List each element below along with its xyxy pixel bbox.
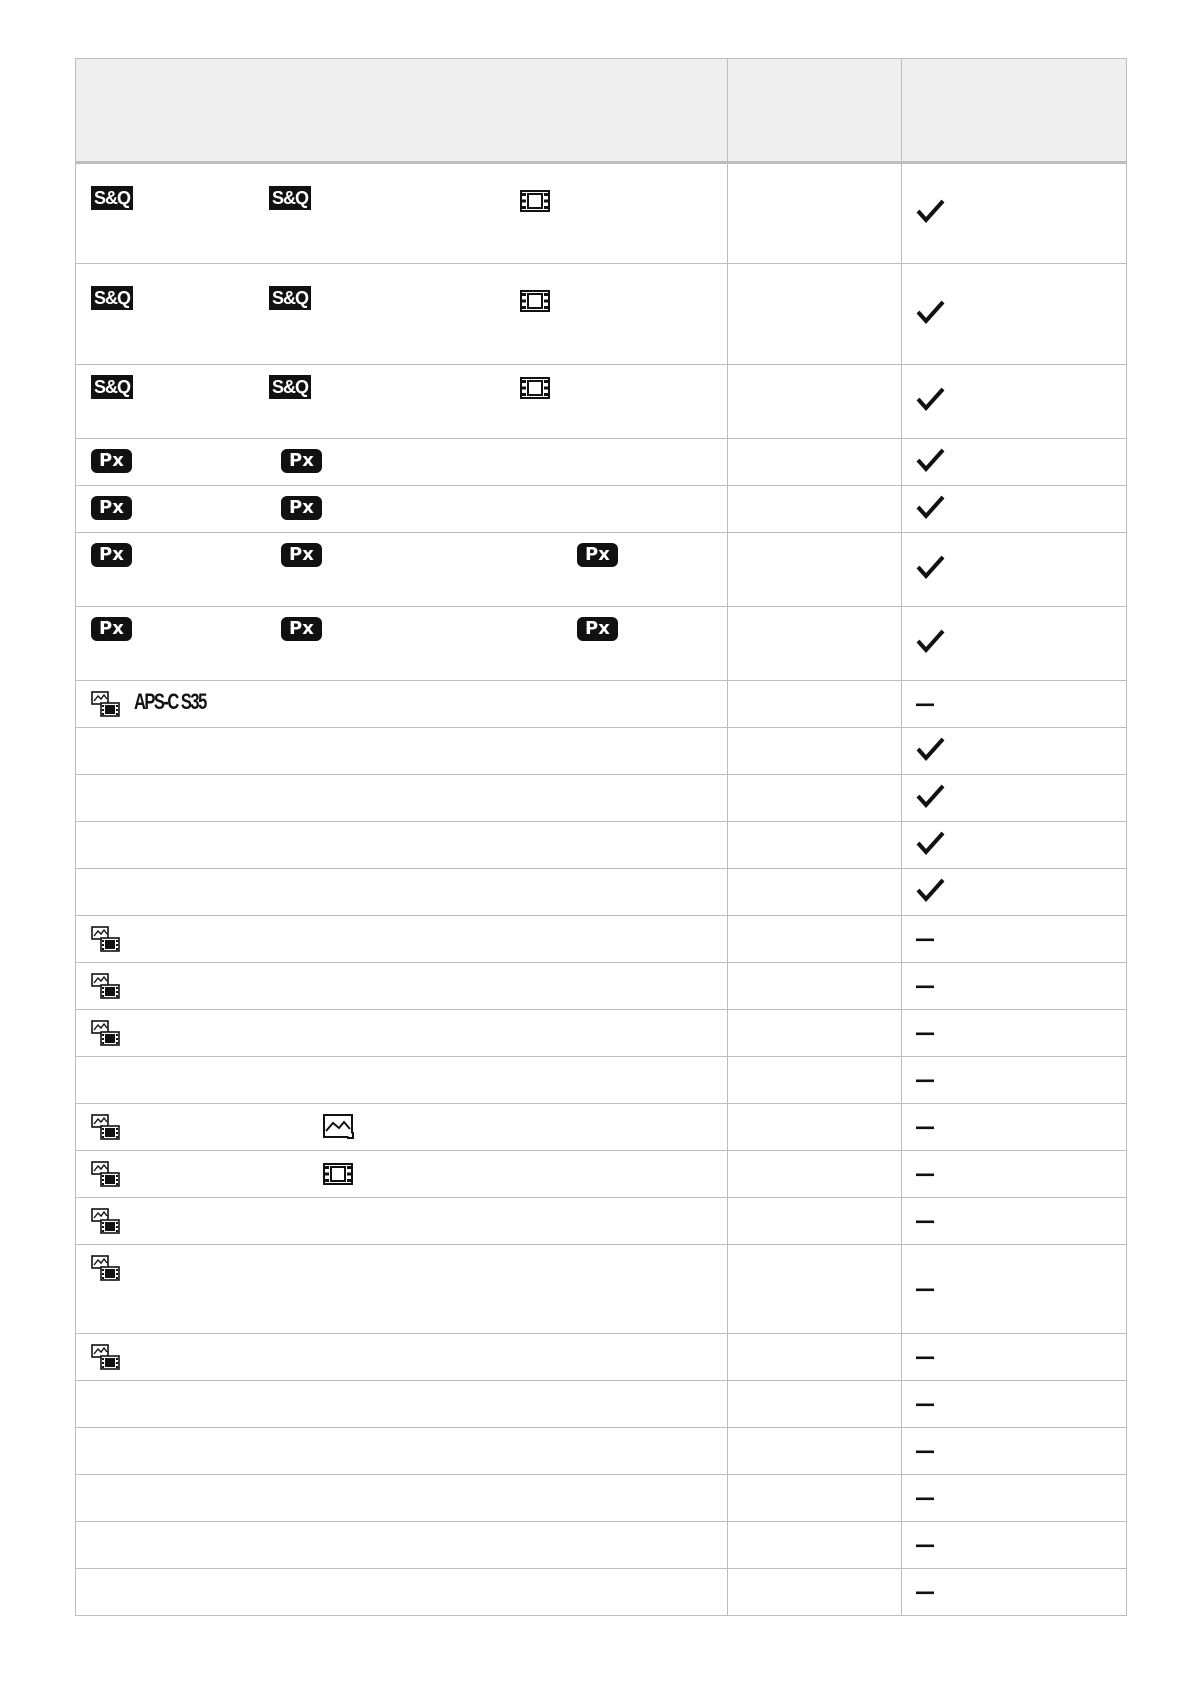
proxy-icon: Px	[281, 496, 322, 520]
availability-cell	[902, 963, 1127, 1010]
value-cell	[728, 822, 902, 869]
s-and-q-icon: S&Q	[269, 286, 311, 310]
still-image-icon	[323, 1114, 355, 1145]
table-row	[76, 163, 1127, 264]
table-row	[76, 365, 1127, 439]
value-cell	[728, 869, 902, 916]
table-row	[76, 681, 1127, 728]
check-icon	[916, 628, 946, 659]
table-row	[76, 1522, 1127, 1569]
still-movie-icon	[91, 1344, 121, 1375]
table-row	[76, 1334, 1127, 1381]
check-icon	[916, 783, 946, 814]
table-row	[76, 1381, 1127, 1428]
value-cell	[728, 1569, 902, 1616]
availability-cell	[902, 1522, 1127, 1569]
check-icon	[916, 494, 946, 525]
dash-icon	[916, 1118, 936, 1136]
value-cell	[728, 1334, 902, 1381]
check-icon	[916, 386, 946, 417]
feature-cell	[76, 1522, 728, 1569]
s-and-q-icon: S&Q	[269, 375, 311, 399]
availability-cell	[902, 1569, 1127, 1616]
availability-cell	[902, 365, 1127, 439]
value-cell	[728, 1057, 902, 1104]
feature-cell	[76, 1381, 728, 1428]
dash-icon	[916, 1489, 936, 1507]
value-cell	[728, 1428, 902, 1475]
still-movie-icon	[91, 1161, 121, 1192]
table-row	[76, 1010, 1127, 1057]
dash-icon	[916, 1583, 936, 1601]
table-row	[76, 1569, 1127, 1616]
availability-cell	[902, 822, 1127, 869]
feature-cell	[76, 1569, 728, 1616]
table-row	[76, 1057, 1127, 1104]
feature-cell	[76, 1475, 728, 1522]
value-cell	[728, 533, 902, 607]
table-row	[76, 822, 1127, 869]
feature-cell	[76, 439, 728, 486]
dash-icon	[916, 1280, 936, 1298]
proxy-icon: Px	[91, 543, 132, 567]
proxy-icon: Px	[91, 449, 132, 473]
table-row	[76, 1245, 1127, 1334]
still-movie-icon	[91, 691, 121, 722]
value-cell	[728, 1381, 902, 1428]
s-and-q-icon: S&Q	[91, 186, 133, 210]
dash-icon	[916, 1442, 936, 1460]
proxy-icon: Px	[91, 617, 132, 641]
table-body	[76, 163, 1127, 1616]
feature-cell	[76, 1428, 728, 1475]
movie-icon	[520, 377, 550, 404]
feature-cell	[76, 1245, 728, 1334]
availability-cell	[902, 1475, 1127, 1522]
still-movie-icon	[91, 1114, 121, 1145]
check-icon	[916, 198, 946, 229]
feature-cell	[76, 1010, 728, 1057]
feature-cell	[76, 728, 728, 775]
feature-cell	[76, 1198, 728, 1245]
table-row	[76, 1475, 1127, 1522]
dash-icon	[916, 695, 936, 713]
value-cell	[728, 1198, 902, 1245]
availability-cell	[902, 533, 1127, 607]
feature-cell	[76, 916, 728, 963]
table-row	[76, 1151, 1127, 1198]
value-cell	[728, 1522, 902, 1569]
check-icon	[916, 736, 946, 767]
feature-cell	[76, 1334, 728, 1381]
movie-icon	[520, 190, 550, 217]
still-movie-icon	[91, 1020, 121, 1051]
still-movie-icon	[91, 1255, 121, 1286]
header-cell-3	[902, 59, 1127, 163]
movie-icon	[323, 1163, 353, 1190]
value-cell	[728, 365, 902, 439]
availability-cell	[902, 681, 1127, 728]
value-cell	[728, 775, 902, 822]
table-row	[76, 1198, 1127, 1245]
feature-cell	[76, 1057, 728, 1104]
feature-cell	[76, 365, 728, 439]
still-movie-icon	[91, 1208, 121, 1239]
proxy-icon: Px	[577, 543, 618, 567]
feature-cell	[76, 1104, 728, 1151]
table-row	[76, 963, 1127, 1010]
availability-cell	[902, 1010, 1127, 1057]
header-cell-2	[728, 59, 902, 163]
value-cell	[728, 1104, 902, 1151]
availability-cell	[902, 163, 1127, 264]
availability-cell	[902, 728, 1127, 775]
availability-cell	[902, 775, 1127, 822]
availability-cell	[902, 1104, 1127, 1151]
availability-cell	[902, 486, 1127, 533]
table-row	[76, 1104, 1127, 1151]
value-cell	[728, 1010, 902, 1057]
table-row	[76, 775, 1127, 822]
feature-cell	[76, 963, 728, 1010]
availability-cell	[902, 869, 1127, 916]
feature-cell	[76, 1151, 728, 1198]
table-row	[76, 728, 1127, 775]
dash-icon	[916, 1536, 936, 1554]
table-row	[76, 607, 1127, 681]
feature-cell	[76, 533, 728, 607]
value-cell	[728, 1245, 902, 1334]
feature-cell	[76, 264, 728, 365]
apsc-s35-icon: APS-C S35	[134, 689, 206, 714]
feature-cell	[76, 607, 728, 681]
availability-cell	[902, 607, 1127, 681]
s-and-q-icon: S&Q	[91, 375, 133, 399]
still-movie-icon	[91, 926, 121, 957]
availability-cell	[902, 1428, 1127, 1475]
availability-cell	[902, 1245, 1127, 1334]
feature-cell	[76, 822, 728, 869]
proxy-icon: Px	[281, 543, 322, 567]
movie-icon	[520, 290, 550, 317]
value-cell	[728, 163, 902, 264]
table-row	[76, 869, 1127, 916]
feature-cell	[76, 163, 728, 264]
dash-icon	[916, 930, 936, 948]
header-cell-1	[76, 59, 728, 163]
availability-cell	[902, 1057, 1127, 1104]
value-cell	[728, 963, 902, 1010]
table-header-row	[76, 59, 1127, 163]
s-and-q-icon: S&Q	[269, 186, 311, 210]
proxy-icon: Px	[281, 617, 322, 641]
table-row	[76, 486, 1127, 533]
availability-cell	[902, 1151, 1127, 1198]
availability-cell	[902, 264, 1127, 365]
availability-cell	[902, 1198, 1127, 1245]
value-cell	[728, 681, 902, 728]
table-row	[76, 264, 1127, 365]
dash-icon	[916, 1348, 936, 1366]
settings-table	[75, 58, 1127, 1616]
feature-cell	[76, 775, 728, 822]
availability-cell	[902, 916, 1127, 963]
table-row	[76, 916, 1127, 963]
dash-icon	[916, 1165, 936, 1183]
value-cell	[728, 728, 902, 775]
check-icon	[916, 830, 946, 861]
feature-cell	[76, 486, 728, 533]
value-cell	[728, 916, 902, 963]
availability-cell	[902, 1381, 1127, 1428]
value-cell	[728, 439, 902, 486]
feature-cell	[76, 681, 728, 728]
value-cell	[728, 264, 902, 365]
value-cell	[728, 607, 902, 681]
availability-cell	[902, 439, 1127, 486]
still-movie-icon	[91, 973, 121, 1004]
s-and-q-icon: S&Q	[91, 286, 133, 310]
table-row	[76, 1428, 1127, 1475]
dash-icon	[916, 1395, 936, 1413]
check-icon	[916, 877, 946, 908]
table-row	[76, 533, 1127, 607]
proxy-icon: Px	[281, 449, 322, 473]
check-icon	[916, 554, 946, 585]
dash-icon	[916, 1212, 936, 1230]
dash-icon	[916, 1071, 936, 1089]
check-icon	[916, 447, 946, 478]
dash-icon	[916, 1024, 936, 1042]
proxy-icon: Px	[577, 617, 618, 641]
table-row	[76, 439, 1127, 486]
value-cell	[728, 1475, 902, 1522]
dash-icon	[916, 977, 936, 995]
proxy-icon: Px	[91, 496, 132, 520]
check-icon	[916, 299, 946, 330]
value-cell	[728, 486, 902, 533]
availability-cell	[902, 1334, 1127, 1381]
feature-cell	[76, 869, 728, 916]
value-cell	[728, 1151, 902, 1198]
